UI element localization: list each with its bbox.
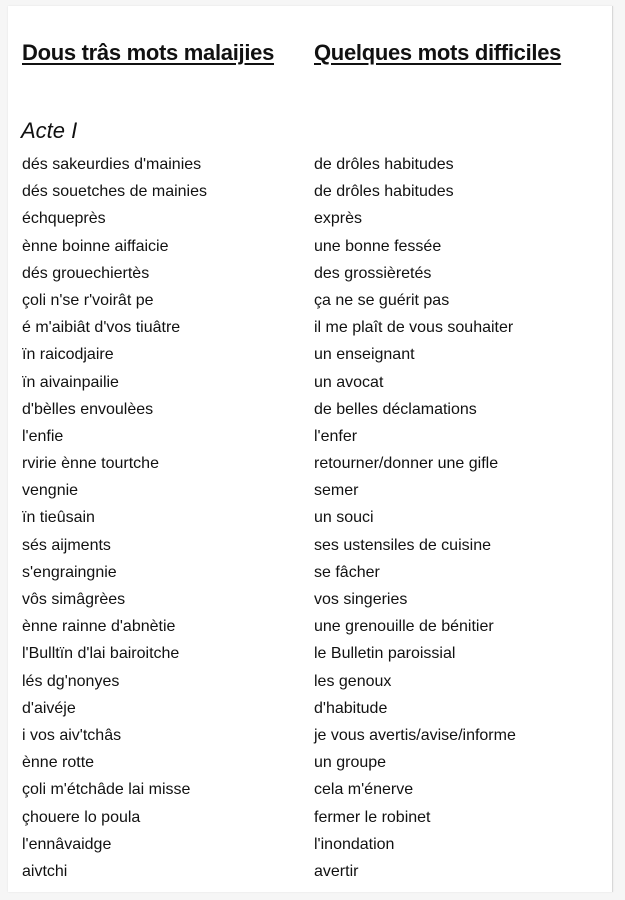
french-translation: un souci <box>314 509 374 527</box>
french-translation: l'inondation <box>314 835 395 853</box>
patois-word: sés aijments <box>22 536 111 554</box>
patois-word: l'ennâvaidge <box>22 835 112 853</box>
french-word-list <box>314 151 516 885</box>
french-translation: les genoux <box>314 672 392 690</box>
french-translation: un groupe <box>314 754 387 772</box>
french-translation: l'enfer <box>314 427 358 445</box>
patois-word: aivtchi <box>22 862 68 880</box>
patois-word: ènne rotte <box>22 754 95 772</box>
patois-word: i vos aiv'tchâs <box>22 726 122 744</box>
french-translation: le Bulletin paroissial <box>314 645 456 663</box>
act-heading: Acte I <box>21 118 78 143</box>
document-page <box>8 6 613 892</box>
left-column-title: Dous trâs mots malaijies <box>22 40 275 65</box>
patois-word: dés sakeurdies d'mainies <box>22 156 202 173</box>
french-translation: cela m'énerve <box>314 781 414 799</box>
patois-word: échqueprès <box>22 210 106 228</box>
patois-word-list <box>22 151 207 885</box>
french-translation: je vous avertis/avise/informe <box>314 726 516 744</box>
patois-word: d'aivéje <box>22 699 76 717</box>
patois-word: ïn aivainpailie <box>22 373 119 391</box>
french-translation: fermer le robinet <box>314 808 431 826</box>
patois-word: dés souetches de mainies <box>22 183 207 201</box>
patois-word: vengnie <box>22 482 79 500</box>
patois-word: çhouere lo poula <box>22 808 141 826</box>
french-translation: un avocat <box>314 373 384 391</box>
french-translation: une bonne fessée <box>314 237 442 255</box>
french-translation: une grenouille de bénitier <box>314 618 494 636</box>
patois-word: rvirie ènne tourtche <box>22 455 159 473</box>
french-translation: se fâcher <box>314 563 380 581</box>
french-translation: de drôles habitudes <box>314 156 454 173</box>
french-translation: ça ne se guérit pas <box>314 291 450 309</box>
patois-word: lés dg'nonyes <box>22 672 120 690</box>
french-translation: de drôles habitudes <box>314 183 454 201</box>
patois-word: ènne rainne d'abnètie <box>22 618 176 636</box>
patois-word: dés grouechiertès <box>22 264 150 282</box>
french-translation: retourner/donner une gifle <box>314 455 499 473</box>
patois-word: s'engraingnie <box>22 563 117 581</box>
patois-word: l'enfie <box>22 427 64 445</box>
french-translation: il me plaît de vous souhaiter <box>314 319 514 337</box>
french-translation: avertir <box>314 862 359 880</box>
patois-word: çoli n'se r'voirât pe <box>22 291 154 309</box>
patois-word: ènne boinne aiffaicie <box>22 237 169 255</box>
patois-word: l'Bulltïn d'lai bairoitche <box>22 645 180 663</box>
french-translation: d'habitude <box>314 699 388 717</box>
french-translation: un enseignant <box>314 346 415 364</box>
right-column-title: Quelques mots difficiles <box>314 40 562 65</box>
patois-word: çoli m'étchâde lai misse <box>22 781 191 799</box>
patois-word: ïn tieûsain <box>22 509 95 527</box>
patois-word: vôs simâgrèes <box>22 591 126 608</box>
french-translation: ses ustensiles de cuisine <box>314 536 491 554</box>
patois-word: ïn raicodjaire <box>22 346 114 364</box>
french-translation: vos singeries <box>314 591 408 608</box>
french-translation: des grossièretés <box>314 264 432 282</box>
french-translation: exprès <box>314 210 363 228</box>
patois-word: é m'aibiât d'vos tiuâtre <box>22 319 181 337</box>
patois-word: d'bèlles envoulèes <box>22 400 154 418</box>
french-translation: de belles déclamations <box>314 400 477 418</box>
french-translation: semer <box>314 482 359 500</box>
